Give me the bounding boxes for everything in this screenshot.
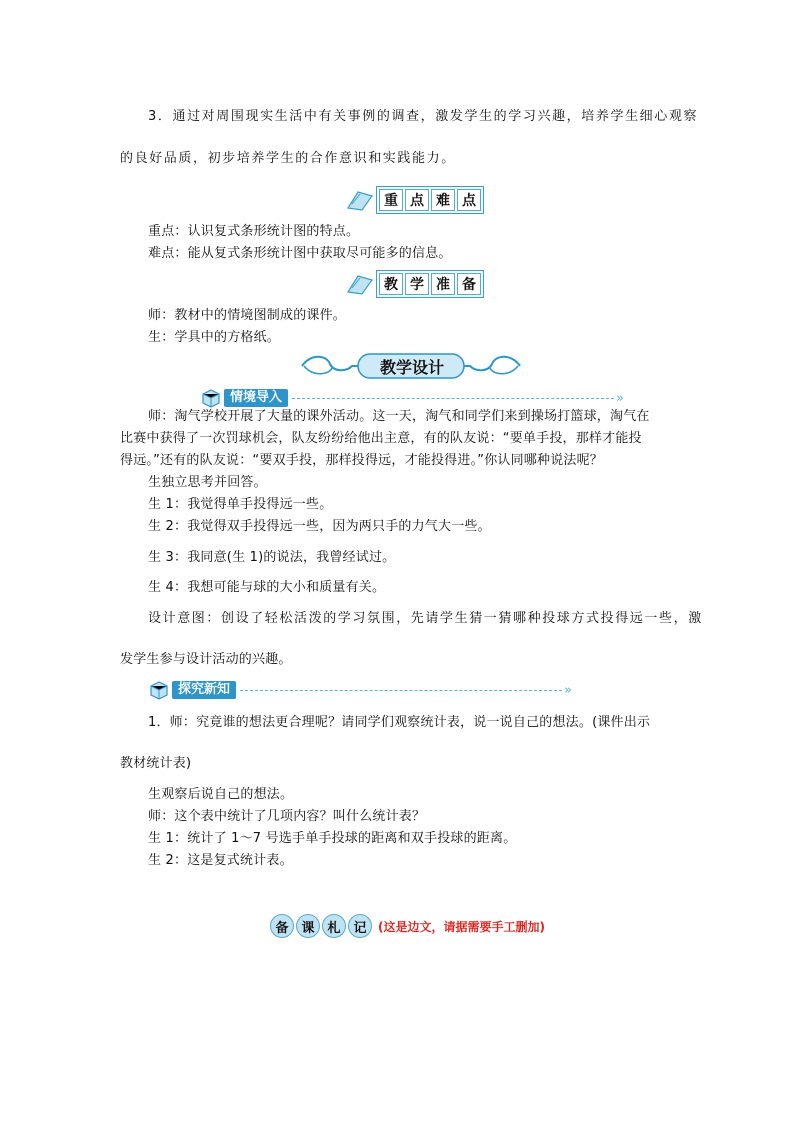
book-icon — [346, 188, 374, 212]
goal-3-line-1: 3．通过对周围现实生活中有关事例的调查，激发学生的学习兴趣，培养学生细心观察 — [148, 109, 699, 124]
explore-line-3: 生观察后说自己的想法。 — [148, 787, 294, 802]
notes-char: 记 — [348, 914, 372, 938]
cube-icon — [200, 388, 222, 408]
explore-line-1: 1．师：究竟谁的想法更合理呢？请同学们观察统计表，说一说自己的想法。(课件出示 — [148, 715, 651, 730]
key-point: 重点：认识复式条形统计图的特点。 — [148, 224, 360, 239]
difficult-point: 难点：能从复式条形统计图中获取尽可能多的信息。 — [148, 246, 452, 261]
double-chevron-icon: » — [564, 682, 572, 698]
banner-char: 教 — [379, 273, 403, 295]
design-intent-line-2: 发学生参与设计活动的兴趣。 — [120, 652, 292, 667]
dashed-rule — [292, 398, 614, 399]
intro-line-4: 生独立思考并回答。 — [148, 475, 267, 490]
student-1: 生 1：我觉得单手投得远一些。 — [148, 497, 333, 512]
explore-line-2: 教材统计表) — [120, 756, 192, 771]
intro-line-2: 比赛中获得了一次罚球机会，队友纷纷给他出主意，有的队友说：“要单手投，那样才能投 — [120, 431, 642, 446]
notes-char: 札 — [322, 914, 346, 938]
key-difficult-banner — [346, 187, 484, 213]
dashed-rule — [240, 690, 562, 691]
teaching-prep-banner — [346, 271, 484, 297]
goal-3-line-2: 的良好品质，初步培养学生的合作意识和实践能力。 — [120, 151, 456, 166]
banner-char: 备 — [457, 273, 481, 295]
banner-char: 点 — [405, 189, 429, 211]
design-intent-line-1: 设计意图：创设了轻松活泼的学习氛围，先请学生猜一猜哪种投球方式投得远一些，激 — [148, 611, 703, 626]
student-2: 生 2：我觉得双手投得远一些，因为两只手的力气大一些。 — [148, 519, 491, 534]
notes-char: 备 — [270, 914, 294, 938]
notes-char: 课 — [296, 914, 320, 938]
explore-line-4: 师：这个表中统计了几项内容？叫什么统计表？ — [148, 809, 426, 824]
banner-char: 学 — [405, 273, 429, 295]
banner-char: 重 — [379, 189, 403, 211]
student-4: 生 4：我想可能与球的大小和质量有关。 — [148, 580, 386, 595]
banner-char: 点 — [457, 189, 481, 211]
situation-intro-label: 情境导入 — [224, 389, 288, 407]
explore-line-6: 生 2：这是复式统计表。 — [148, 853, 293, 868]
explore-new-label: 探究新知 — [172, 681, 236, 699]
lesson-notes-banner — [270, 914, 545, 938]
intro-line-1: 师：淘气学校开展了大量的课外活动。这一天，淘气和同学们来到操场打篮球，淘气在 — [148, 409, 650, 424]
intro-line-3: 得远。”还有的队友说：“要双手投，那样投得远，才能投得进。”你认同哪种说法呢？ — [120, 453, 604, 468]
student-3: 生 3：我同意(生 1)的说法，我曾经试过。 — [148, 550, 396, 565]
cube-icon — [148, 680, 170, 700]
prep-teacher: 师：教材中的情境图制成的课件。 — [148, 308, 347, 323]
banner-char: 准 — [431, 273, 455, 295]
notes-remark: (这是边文，请据需要手工删加) — [378, 919, 545, 934]
situation-intro-tag — [200, 388, 624, 408]
banner-char: 难 — [431, 189, 455, 211]
teaching-design-title: 教学设计 — [379, 357, 444, 377]
explore-new-tag — [148, 680, 572, 700]
book-icon — [346, 272, 374, 296]
explore-line-5: 生 1：统计了 1～7 号选手单手投球的距离和双手投球的距离。 — [148, 831, 517, 846]
double-chevron-icon: » — [616, 390, 624, 406]
prep-student: 生：学具中的方格纸。 — [148, 330, 281, 345]
